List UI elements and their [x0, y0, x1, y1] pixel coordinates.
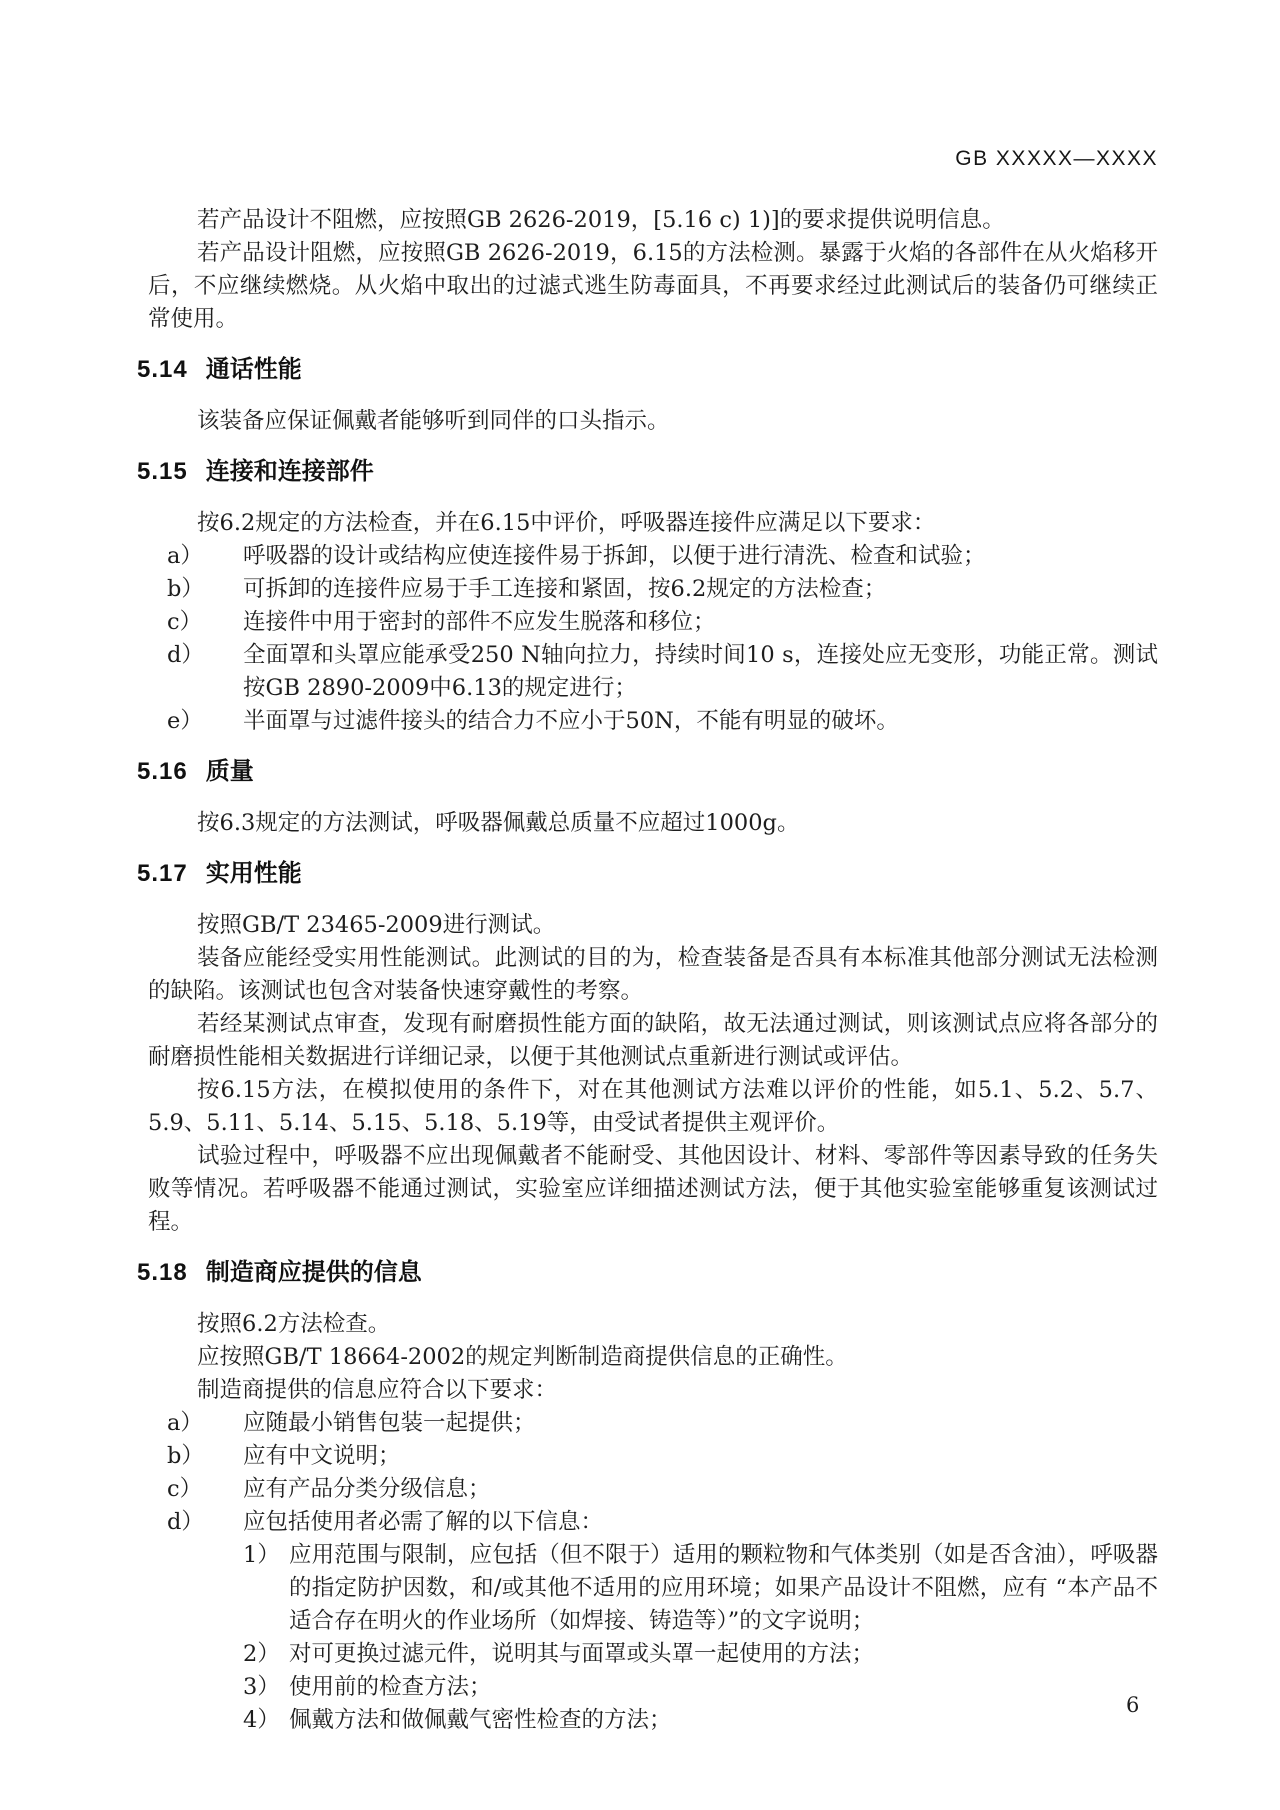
- section-title: 质量: [205, 758, 254, 785]
- paragraph: 按6.15方法，在模拟使用的条件下，对在其他测试方法难以评价的性能，如5.1、5.2、5.7、5.9、5.11、5.14、5.15、5.18、5.19等，由受试者提供主观评价。: [148, 1077, 1158, 1136]
- list-item-text: 应包括使用者必需了解的以下信息：: [243, 1509, 604, 1535]
- section-number: 5.17: [137, 860, 188, 887]
- list-item-text: 可拆卸的连接件应易于手工连接和紧固，按6.2规定的方法检查；: [243, 576, 887, 602]
- list-item-text: 应有中文说明；: [243, 1443, 401, 1469]
- document-content: [137, 204, 1158, 1737]
- list-item: [148, 1407, 1158, 1440]
- section-heading: [137, 355, 1158, 385]
- list-item-label: e）: [167, 708, 203, 734]
- paragraph: 若产品设计不阻燃，应按照GB 2626-2019，[5.16 c) 1)]的要求提供说明信息。: [197, 207, 1005, 233]
- section-title: 通话性能: [205, 356, 302, 383]
- sub-list-item: [148, 1704, 1158, 1737]
- paragraph: 按照GB/T 23465-2009进行测试。: [197, 912, 556, 938]
- paragraph: 制造商提供的信息应符合以下要求：: [197, 1377, 558, 1403]
- list-item-text: 呼吸器的设计或结构应使连接件易于拆卸，以便于进行清洗、检查和试验；: [243, 543, 986, 569]
- list-item-text: 应随最小销售包装一起提供；: [243, 1410, 536, 1436]
- list-item-text: 对可更换过滤元件，说明其与面罩或头罩一起使用的方法；: [289, 1641, 875, 1667]
- list-item-text: 佩戴方法和做佩戴气密性检查的方法；: [289, 1707, 672, 1733]
- list-item: [148, 1473, 1158, 1506]
- document-code-header: GB XXXXX—XXXX: [955, 147, 1158, 170]
- list-item: [148, 540, 1158, 573]
- list-item-label: 2）: [243, 1641, 280, 1667]
- section-number: 5.15: [137, 458, 188, 485]
- list-item-label: b）: [167, 576, 204, 602]
- section-heading: [137, 757, 1158, 787]
- paragraph: 按6.2规定的方法检查，并在6.15中评价，呼吸器连接件应满足以下要求：: [197, 510, 936, 536]
- list-item-label: c）: [167, 1476, 203, 1502]
- sub-list-item: [148, 1671, 1158, 1704]
- list-item-label: a）: [167, 1410, 203, 1436]
- list-item-text: 连接件中用于密封的部件不应发生脱落和移位；: [243, 609, 716, 635]
- list-item-label: 1）: [243, 1542, 280, 1568]
- section-number: 5.14: [137, 356, 188, 383]
- section-heading: [137, 1258, 1158, 1288]
- paragraph: 应按照GB/T 18664-2002的规定判断制造商提供信息的正确性。: [197, 1344, 848, 1370]
- section-heading: [137, 457, 1158, 487]
- section-title: 制造商应提供的信息: [205, 1259, 422, 1286]
- paragraph: 试验过程中，呼吸器不应出现佩戴者不能耐受、其他因设计、材料、零部件等因素导致的任务失败等情况。若呼吸器不能通过测试，实验室应详细描述测试方法，便于其他实验室能够重复该测试过程。: [148, 1143, 1158, 1235]
- paragraph: 若经某测试点审查，发现有耐磨损性能方面的缺陷，故无法通过测试，则该测试点应将各部分的耐磨损性能相关数据进行详细记录，以便于其他测试点重新进行测试或评估。: [148, 1011, 1158, 1070]
- list-item: [148, 573, 1158, 606]
- list-item-label: b）: [167, 1443, 204, 1469]
- paragraph: 装备应能经受实用性能测试。此测试的目的为，检查装备是否具有本标准其他部分测试无法检测的缺陷。该测试也包含对装备快速穿戴性的考察。: [148, 945, 1158, 1004]
- section-heading: [137, 859, 1158, 889]
- list-item-text: 半面罩与过滤件接头的结合力不应小于50N，不能有明显的破坏。: [243, 708, 899, 734]
- list-item-label: 3）: [243, 1674, 280, 1700]
- paragraph: 该装备应保证佩戴者能够听到同伴的口头指示。: [197, 408, 670, 434]
- list-item: [148, 606, 1158, 639]
- list-item-text: 应用范围与限制，应包括（但不限于）适用的颗粒物和气体类别（如是否含油），呼吸器的指定防护因数，和/或其他不适用的应用环境；如果产品设计不阻燃，应有 “本产品不适合存在明火的作业场所（如焊接、铸造等）”的文字说明；: [289, 1542, 1158, 1634]
- section-title: 实用性能: [205, 860, 302, 887]
- list-item: [148, 1506, 1158, 1539]
- list-item-label: d）: [167, 642, 204, 668]
- section-number: 5.18: [137, 1259, 188, 1286]
- list-item-text: 应有产品分类分级信息；: [243, 1476, 491, 1502]
- list-item: [148, 639, 1158, 705]
- list-item: [148, 705, 1158, 738]
- list-item-label: a）: [167, 543, 203, 569]
- list-item-label: d）: [167, 1509, 204, 1535]
- list-item-label: c）: [167, 609, 203, 635]
- list-item-text: 使用前的检查方法；: [289, 1674, 492, 1700]
- paragraph: 若产品设计阻燃，应按照GB 2626-2019，6.15的方法检测。暴露于火焰的各部件在从火焰移开后，不应继续燃烧。从火焰中取出的过滤式逃生防毒面具，不再要求经过此测试后的装备仍可继续正常使用。: [148, 240, 1158, 332]
- list-item: [148, 1440, 1158, 1473]
- sub-list-item: [148, 1638, 1158, 1671]
- page-number: 6: [1126, 1693, 1140, 1717]
- paragraph: 按6.3规定的方法测试，呼吸器佩戴总质量不应超过1000g。: [197, 810, 800, 836]
- list-item-text: 全面罩和头罩应能承受250 N轴向拉力，持续时间10 s，连接处应无变形，功能正常。测试按GB 2890-2009中6.13的规定进行；: [243, 642, 1158, 701]
- paragraph: 按照6.2方法检查。: [197, 1311, 391, 1337]
- section-title: 连接和连接部件: [205, 458, 374, 485]
- list-item-label: 4）: [243, 1707, 280, 1733]
- section-number: 5.16: [137, 758, 188, 785]
- sub-list-item: [148, 1539, 1158, 1638]
